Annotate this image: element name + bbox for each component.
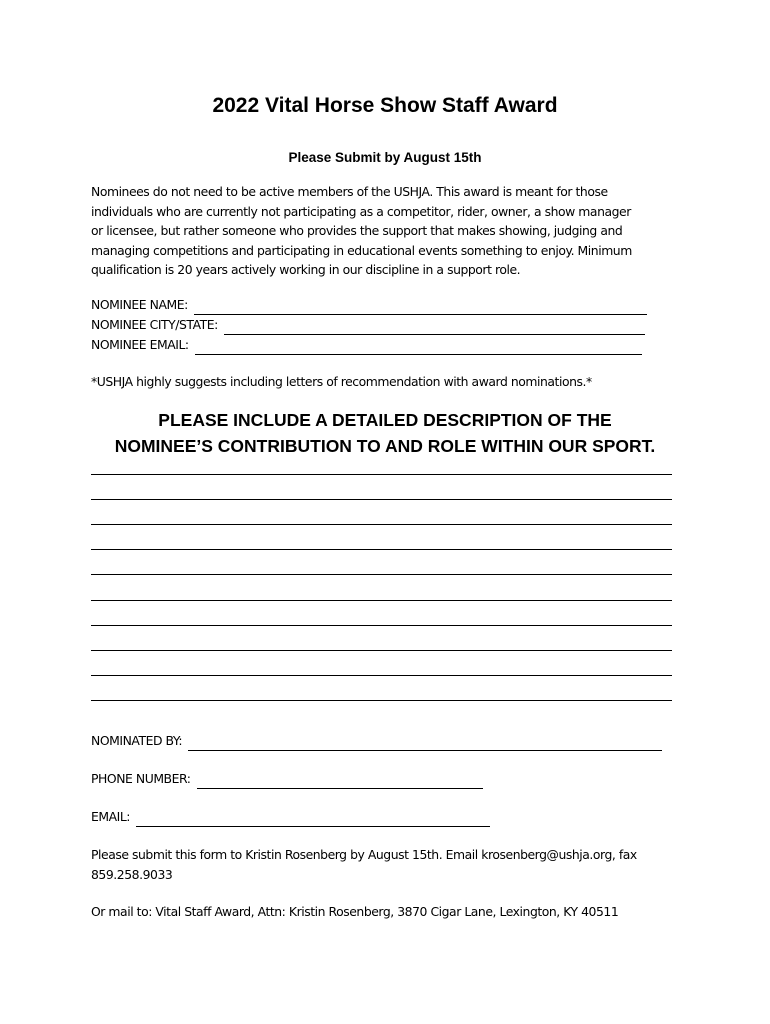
description-heading-line: PLEASE INCLUDE A DETAILED DESCRIPTION OF THE <box>158 410 612 430</box>
description-line[interactable] <box>91 625 672 626</box>
intro-line: individuals who are currently not participating as a competitor, rider, owner, a show manager <box>91 203 631 219</box>
phone-number-row <box>91 769 483 789</box>
description-heading <box>0 407 770 459</box>
phone-number-label: PHONE NUMBER: <box>91 771 191 786</box>
description-line[interactable] <box>91 650 672 651</box>
description-line[interactable] <box>91 675 672 676</box>
submission-deadline: Please Submit by August 15th <box>288 150 482 165</box>
intro-line: managing competitions and participating in educational events something to enjoy. Minimum <box>91 242 632 258</box>
nominee-email-row <box>91 335 642 355</box>
description-line[interactable] <box>91 574 672 575</box>
mail-address: Or mail to: Vital Staff Award, Attn: Kristin Rosenberg, 3870 Cigar Lane, Lexington, KY 40511 <box>91 904 619 919</box>
description-line[interactable] <box>91 474 672 475</box>
nominee-name-row <box>91 295 647 315</box>
intro-paragraph <box>91 182 691 280</box>
intro-line: qualification is 20 years actively working in our discipline in a support role. <box>91 262 521 277</box>
email-field[interactable] <box>136 813 490 827</box>
nominee-email-label: NOMINEE EMAIL: <box>91 337 189 352</box>
submit-line: Please submit this form to Kristin Rosenberg by August 15th. Email krosenberg@ushja.org, fax <box>91 847 637 862</box>
email-label: EMAIL: <box>91 809 131 824</box>
intro-line: Nominees do not need to be active members of the USHJA. This award is meant for those <box>91 184 608 199</box>
description-line[interactable] <box>91 524 672 525</box>
phone-number-field[interactable] <box>197 775 483 789</box>
description-line[interactable] <box>91 499 672 500</box>
nominated-by-row <box>91 731 662 751</box>
email-row <box>91 807 490 827</box>
nominated-by-label: NOMINATED BY: <box>91 733 183 748</box>
nominated-by-field[interactable] <box>188 737 662 751</box>
description-heading-line: NOMINEE’S CONTRIBUTION TO AND ROLE WITHIN OUR SPORT. <box>114 436 656 456</box>
nominee-name-label: NOMINEE NAME: <box>91 297 188 312</box>
description-line[interactable] <box>91 549 672 550</box>
nominee-name-field[interactable] <box>194 301 647 315</box>
submit-instructions <box>91 845 637 884</box>
intro-line: or licensee, but rather someone who provides the support that makes showing, judging and <box>91 223 623 238</box>
nominee-email-field[interactable] <box>195 341 642 355</box>
description-line[interactable] <box>91 700 672 701</box>
submit-line: 859.258.9033 <box>91 866 173 882</box>
nominee-city-state-label: NOMINEE CITY/STATE: <box>91 317 218 332</box>
nominee-city-state-field[interactable] <box>224 321 645 335</box>
description-line[interactable] <box>91 600 672 601</box>
nominee-city-state-row <box>91 315 645 335</box>
recommendation-note: *USHJA highly suggests including letters of recommendation with award nominations.* <box>91 374 592 389</box>
page-title: 2022 Vital Horse Show Staff Award <box>212 94 558 117</box>
